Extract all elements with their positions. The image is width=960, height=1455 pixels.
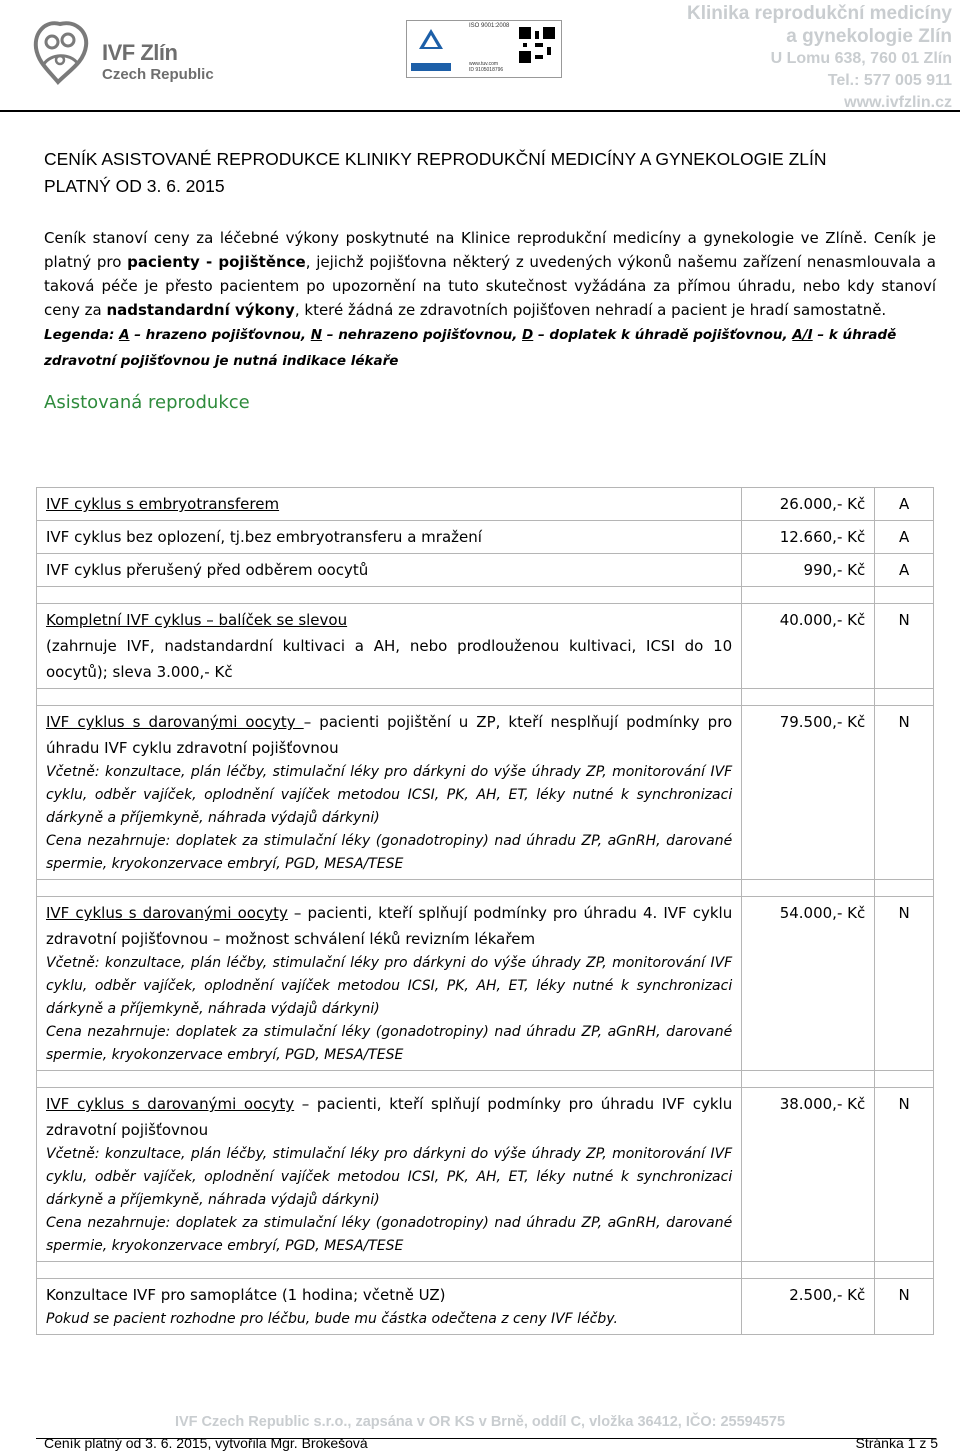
table-row — [37, 706, 934, 880]
title-line2: PLATNÝ OD 3. 6. 2015 — [44, 176, 225, 196]
item-name: IVF cyklus s embryotransferem — [46, 495, 280, 513]
intro-paragraph — [44, 226, 936, 322]
legend-code-ai: A/I — [792, 327, 813, 343]
section-title: Asistovaná reprodukce — [44, 392, 250, 413]
intro-bold-2: nadstandardní výkony — [106, 301, 295, 319]
insurance-code: N — [875, 1088, 934, 1262]
item-excludes: Cena nezahrnuje: doplatek za stimulační léky (gonadotropiny) nad úhradu ZP, aGnRH, darované spermie, kryokonzervace embryí, PGD, MESA/TESE — [46, 1024, 733, 1063]
item-name: Konzultace IVF pro samoplátce — [46, 1286, 278, 1304]
item-detail: – pacienti, kteří splňují podmínky pro úhradu IVF cyklu zdravotní pojišťovnou — [46, 1095, 733, 1139]
logo-subtitle: Czech Republic — [102, 66, 214, 83]
page-header — [0, 0, 960, 112]
cert-id: ID 9105018796 — [469, 67, 504, 73]
item-description — [37, 706, 742, 880]
item-description — [37, 1088, 742, 1262]
clinic-contact — [687, 2, 952, 114]
item-note: Pokud se pacient rozhodne pro léčbu, bude mu částka odečtena z ceny IVF léčby. — [46, 1311, 618, 1327]
table-row — [37, 1279, 934, 1335]
header-divider — [0, 110, 960, 112]
insurance-code: A — [875, 554, 934, 587]
company-registration: IVF Czech Republic s.r.o., zapsána v OR KS v Brně, oddíl C, vložka 36412, IČO: 25594575 — [174, 1414, 786, 1430]
item-price: 2.500,- Kč — [742, 1279, 875, 1335]
item-name: IVF cyklus s darovanými oocyty — [46, 713, 304, 731]
insurance-code: A — [875, 521, 934, 554]
insurance-code: N — [875, 1279, 934, 1335]
spacer-row — [37, 1071, 934, 1088]
item-description — [37, 604, 742, 689]
footer-validity: Ceník platný od 3. 6. 2015, vytvořila Mgr. Brokešová — [44, 1435, 368, 1451]
item-price: 79.500,- Kč — [742, 706, 875, 880]
document-title — [44, 146, 936, 200]
table-row — [37, 604, 934, 689]
insurance-code: N — [875, 706, 934, 880]
legend-text-a: – hrazeno pojišťovnou, — [129, 327, 311, 343]
item-price: 990,- Kč — [742, 554, 875, 587]
clinic-phone: Tel.: 577 005 911 — [827, 72, 952, 89]
legend-text-ai: – k úhradě zdravotní pojišťovnou je nutná indikace lékaře — [44, 327, 897, 369]
item-excludes: Cena nezahrnuje: doplatek za stimulační léky (gonadotropiny) nad úhradu ZP, aGnRH, darované spermie, kryokonzervace embryí, PGD, MESA/TESE — [46, 1215, 733, 1254]
table-row — [37, 1088, 934, 1262]
item-includes: Včetně: konzultace, plán léčby, stimulační léky pro dárkyni do výše úhrady ZP, monitorování IVF cyklu, odběr vajíček, oplodnění vajíček metodou ICSI, PK, AH, ET, léky nutné k synchronizaci dárkyně a příjemkyně, náhrada výdajů dárkyni) — [46, 955, 733, 1017]
item-description — [37, 897, 742, 1071]
insurance-code: A — [875, 488, 934, 521]
certification-badge — [406, 20, 562, 78]
item-name: Kompletní IVF cyklus – balíček se slevou — [46, 611, 348, 629]
table-row — [37, 521, 934, 554]
spacer-row — [37, 1262, 934, 1279]
legend-label: Legenda: — [44, 327, 120, 343]
spacer-row — [37, 689, 934, 706]
item-detail: – pacienti pojištění u ZP, kteří nesplňují podmínky pro úhradu IVF cyklu zdravotní pojišťovnou — [46, 713, 733, 757]
title-line1: CENÍK ASISTOVANÉ REPRODUKCE KLINIKY REPRODUKČNÍ MEDICÍNY A GYNEKOLOGIE ZLÍN — [44, 149, 827, 169]
item-name: IVF cyklus s darovanými oocyty — [46, 1095, 295, 1113]
legend-text-n: – nehrazeno pojišťovnou, — [322, 327, 523, 343]
item-price: 54.000,- Kč — [742, 897, 875, 1071]
item-price: 40.000,- Kč — [742, 604, 875, 689]
spacer-row — [37, 587, 934, 604]
intro-text-1: Ceník stanoví ceny za léčebné výkony poskytnuté na Klinice reprodukční medicíny a gynekologie ve Zlíně. Ceník je platný pro — [44, 229, 936, 271]
item-description: IVF cyklus přerušený před odběrem oocytů — [37, 554, 742, 587]
cert-url: www.tuv.com — [469, 61, 499, 67]
item-detail: (zahrnuje IVF, nadstandardní kultivaci a AH, nebo prodlouženou kultivaci, ICSI do 10 oocytů); sleva 3.000,- Kč — [46, 637, 733, 681]
logo-title: IVF Zlín — [102, 40, 178, 65]
item-name: IVF cyklus s darovanými oocyty — [46, 904, 288, 922]
item-description — [37, 488, 742, 521]
legend-code-d: D — [522, 327, 534, 343]
table-row — [37, 554, 934, 587]
item-detail: – pacienti, kteří splňují podmínky pro úhradu 4. IVF cyklu zdravotní pojišťovnou – možnost schválení léků revizním lékařem — [46, 904, 733, 948]
insurance-code: N — [875, 604, 934, 689]
iso-label: ISO 9001:2008 — [469, 23, 510, 29]
clinic-address: U Lomu 638, 760 01 Zlín — [770, 50, 952, 67]
family-logo-icon — [30, 18, 92, 90]
item-includes: Včetně: konzultace, plán léčby, stimulační léky pro dárkyni do výše úhrady ZP, monitorování IVF cyklu, odběr vajíček, oplodnění vajíček metodou ICSI, PK, AH, ET, léky nutné k synchronizaci dárkyně a příjemkyně, náhrada výdajů dárkyni) — [46, 764, 733, 826]
intro-text-3: , které žádná ze zdravotních pojišťoven nehradí a pacient je hradí samostatně. — [294, 301, 887, 319]
legend — [44, 322, 936, 374]
price-table — [36, 487, 934, 1335]
document-body — [44, 146, 936, 413]
item-price: 12.660,- Kč — [742, 521, 875, 554]
insurance-code: N — [875, 897, 934, 1071]
page-number: Stránka 1 z 5 — [855, 1435, 938, 1451]
spacer-row — [37, 880, 934, 897]
clinic-name-line1: Klinika reprodukční medicíny — [686, 3, 952, 24]
legend-code-n: N — [310, 327, 323, 343]
item-includes: Včetně: konzultace, plán léčby, stimulační léky pro dárkyni do výše úhrady ZP, monitorování IVF cyklu, odběr vajíček, oplodnění vajíček metodou ICSI, PK, AH, ET, léky nutné k synchronizaci dárkyně a příjemkyně, náhrada výdajů dárkyni) — [46, 1146, 733, 1208]
table-row — [37, 488, 934, 521]
legend-code-a: A — [119, 327, 130, 343]
cert-meta — [469, 61, 503, 73]
clinic-website[interactable]: www.ivfzlin.cz — [844, 94, 952, 111]
table-row — [37, 897, 934, 1071]
item-price: 26.000,- Kč — [742, 488, 875, 521]
item-description: IVF cyklus bez oplození, tj.bez embryotransferu a mražení — [37, 521, 742, 554]
item-detail: (1 hodina; včetně UZ) — [277, 1286, 446, 1304]
item-excludes: Cena nezahrnuje: doplatek za stimulační léky (gonadotropiny) nad úhradu ZP, aGnRH, darované spermie, kryokonzervace embryí, PGD, MESA/TESE — [46, 833, 733, 872]
intro-text-2: , jejichž pojišťovna některý z uvedených výkonů našemu zařízení nenasmlouvala a taková péče je přesto pacientem po upozornění na tuto skutečnost vyžádána za přímou úhradu, nebo kdy stanoví ceny za — [44, 253, 936, 319]
legend-text-d: – doplatek k úhradě pojišťovnou, — [533, 327, 793, 343]
item-description — [37, 1279, 742, 1335]
ivf-logo — [30, 18, 214, 98]
tuv-certified-icon — [409, 23, 453, 73]
qr-code-icon — [519, 27, 555, 63]
item-price: 38.000,- Kč — [742, 1088, 875, 1262]
clinic-name-line2: a gynekologie Zlín — [786, 26, 952, 47]
intro-bold-1: pacienty - pojištěnce — [127, 253, 306, 271]
